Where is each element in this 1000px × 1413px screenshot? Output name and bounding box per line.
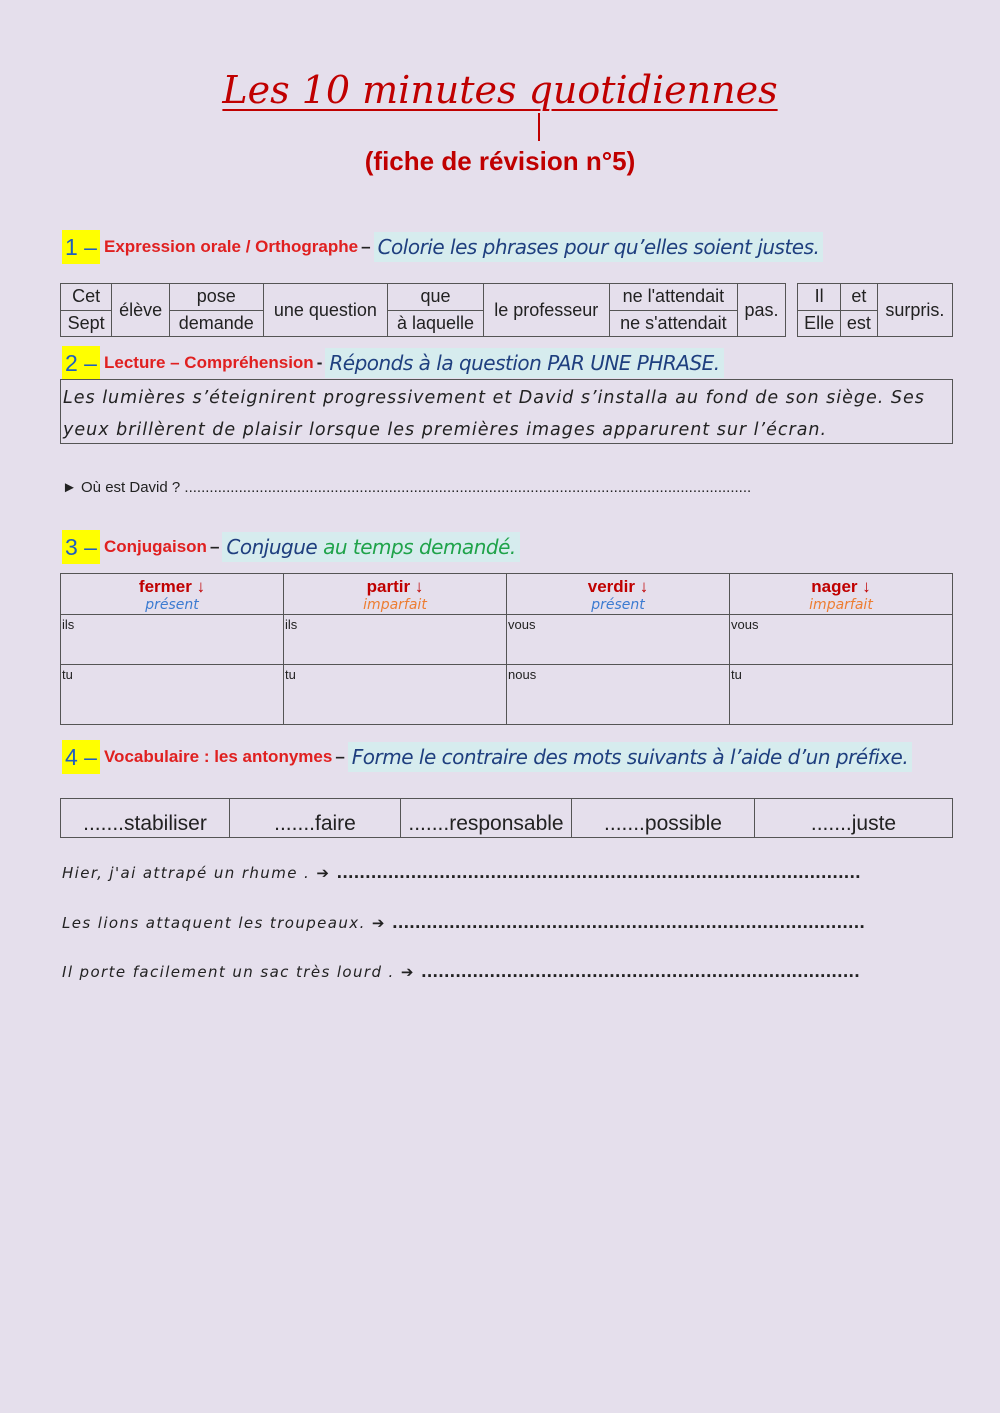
verb-header: nager ↓ imparfait [730, 574, 953, 615]
section-number: 1 – [62, 230, 100, 264]
choice-cell[interactable]: est [841, 310, 878, 337]
reading-question[interactable]: ► Où est David ? ........................................................................................................................................ [62, 479, 752, 496]
fixed-cell: une question [263, 284, 388, 337]
conjugation-table [60, 573, 953, 725]
antonym-sentence[interactable]: Les lions attaquent les troupeaux. ➔ ................................................................................... [62, 914, 866, 932]
section-dash: – [361, 237, 371, 256]
fixed-cell: surpris. [877, 284, 952, 337]
section-1-header [62, 230, 823, 264]
choice-cell[interactable]: que [388, 284, 484, 311]
prefix-cell[interactable]: .......responsable [401, 799, 572, 838]
answer-cell[interactable]: vous [730, 615, 953, 665]
section-2-header [62, 346, 724, 380]
answer-cell[interactable]: vous [507, 615, 730, 665]
antonym-sentence[interactable]: Hier, j'ai attrapé un rhume . ➔ ............................................................................................ [62, 864, 861, 882]
section-title: Expression orale / Orthographe [103, 237, 359, 256]
choice-cell[interactable]: pose [170, 284, 263, 311]
fixed-cell: pas. [738, 284, 786, 337]
answer-cell[interactable]: ils [61, 615, 284, 665]
section-dash: – [209, 537, 220, 556]
answer-cell[interactable]: tu [61, 665, 284, 725]
title-ornament [538, 113, 540, 141]
prefix-cell[interactable]: .......juste [755, 799, 953, 838]
choice-cell[interactable]: Elle [798, 310, 841, 337]
choice-cell[interactable]: et [841, 284, 878, 311]
choice-cell[interactable]: Sept [61, 310, 112, 337]
spelling-table-2 [797, 283, 953, 337]
section-title: Vocabulaire : les antonymes [103, 747, 333, 766]
section-number: 3 – [62, 530, 100, 564]
choice-cell[interactable]: Il [798, 284, 841, 311]
fixed-cell: élève [112, 284, 170, 337]
spelling-table [60, 283, 786, 337]
section-title: Conjugaison [103, 537, 207, 556]
answer-cell[interactable]: nous [507, 665, 730, 725]
section-title: Lecture – Compréhension [103, 353, 314, 372]
section-dash: - [316, 353, 323, 372]
prefix-table [60, 798, 953, 838]
section-instruction: Conjugue au temps demandé. [222, 532, 519, 562]
choice-cell[interactable]: Cet [61, 284, 112, 311]
antonym-sentence[interactable]: Il porte facilement un sac très lourd . ➔ ............................................................................. [62, 963, 860, 981]
section-number: 2 – [62, 346, 100, 380]
section-instruction: Colorie les phrases pour qu’elles soient justes. [374, 232, 824, 262]
section-dash: – [335, 747, 345, 766]
prefix-cell[interactable]: .......stabiliser [61, 799, 230, 838]
choice-cell[interactable]: ne s'attendait [609, 310, 737, 337]
section-instruction: Forme le contraire des mots suivants à l’aide d’un préfixe. [348, 742, 912, 772]
section-3-header [62, 530, 520, 564]
prefix-cell[interactable]: .......possible [572, 799, 755, 838]
verb-header: fermer ↓ présent [61, 574, 284, 615]
fixed-cell: le professeur [483, 284, 609, 337]
reading-text: Les lumières s’éteignirent progressivement et David s’installa au fond de son siège. Ses yeux brillèrent de plaisir lorsque les premières images apparurent sur l’écran. [60, 379, 953, 444]
section-number: 4 – [62, 740, 100, 774]
answer-cell[interactable]: tu [284, 665, 507, 725]
choice-cell[interactable]: à laquelle [388, 310, 484, 337]
prefix-cell[interactable]: .......faire [230, 799, 401, 838]
verb-header: verdir ↓ présent [507, 574, 730, 615]
section-4-header [62, 740, 912, 774]
answer-cell[interactable]: ils [284, 615, 507, 665]
choice-cell[interactable]: ne l'attendait [609, 284, 737, 311]
section-instruction: Réponds à la question PAR UNE PHRASE. [325, 348, 723, 378]
choice-cell[interactable]: demande [170, 310, 263, 337]
verb-header: partir ↓ imparfait [284, 574, 507, 615]
page-subtitle: (fiche de révision n°5) [364, 146, 636, 176]
answer-cell[interactable]: tu [730, 665, 953, 725]
page-title: Les 10 minutes quotidiennes [222, 68, 778, 112]
